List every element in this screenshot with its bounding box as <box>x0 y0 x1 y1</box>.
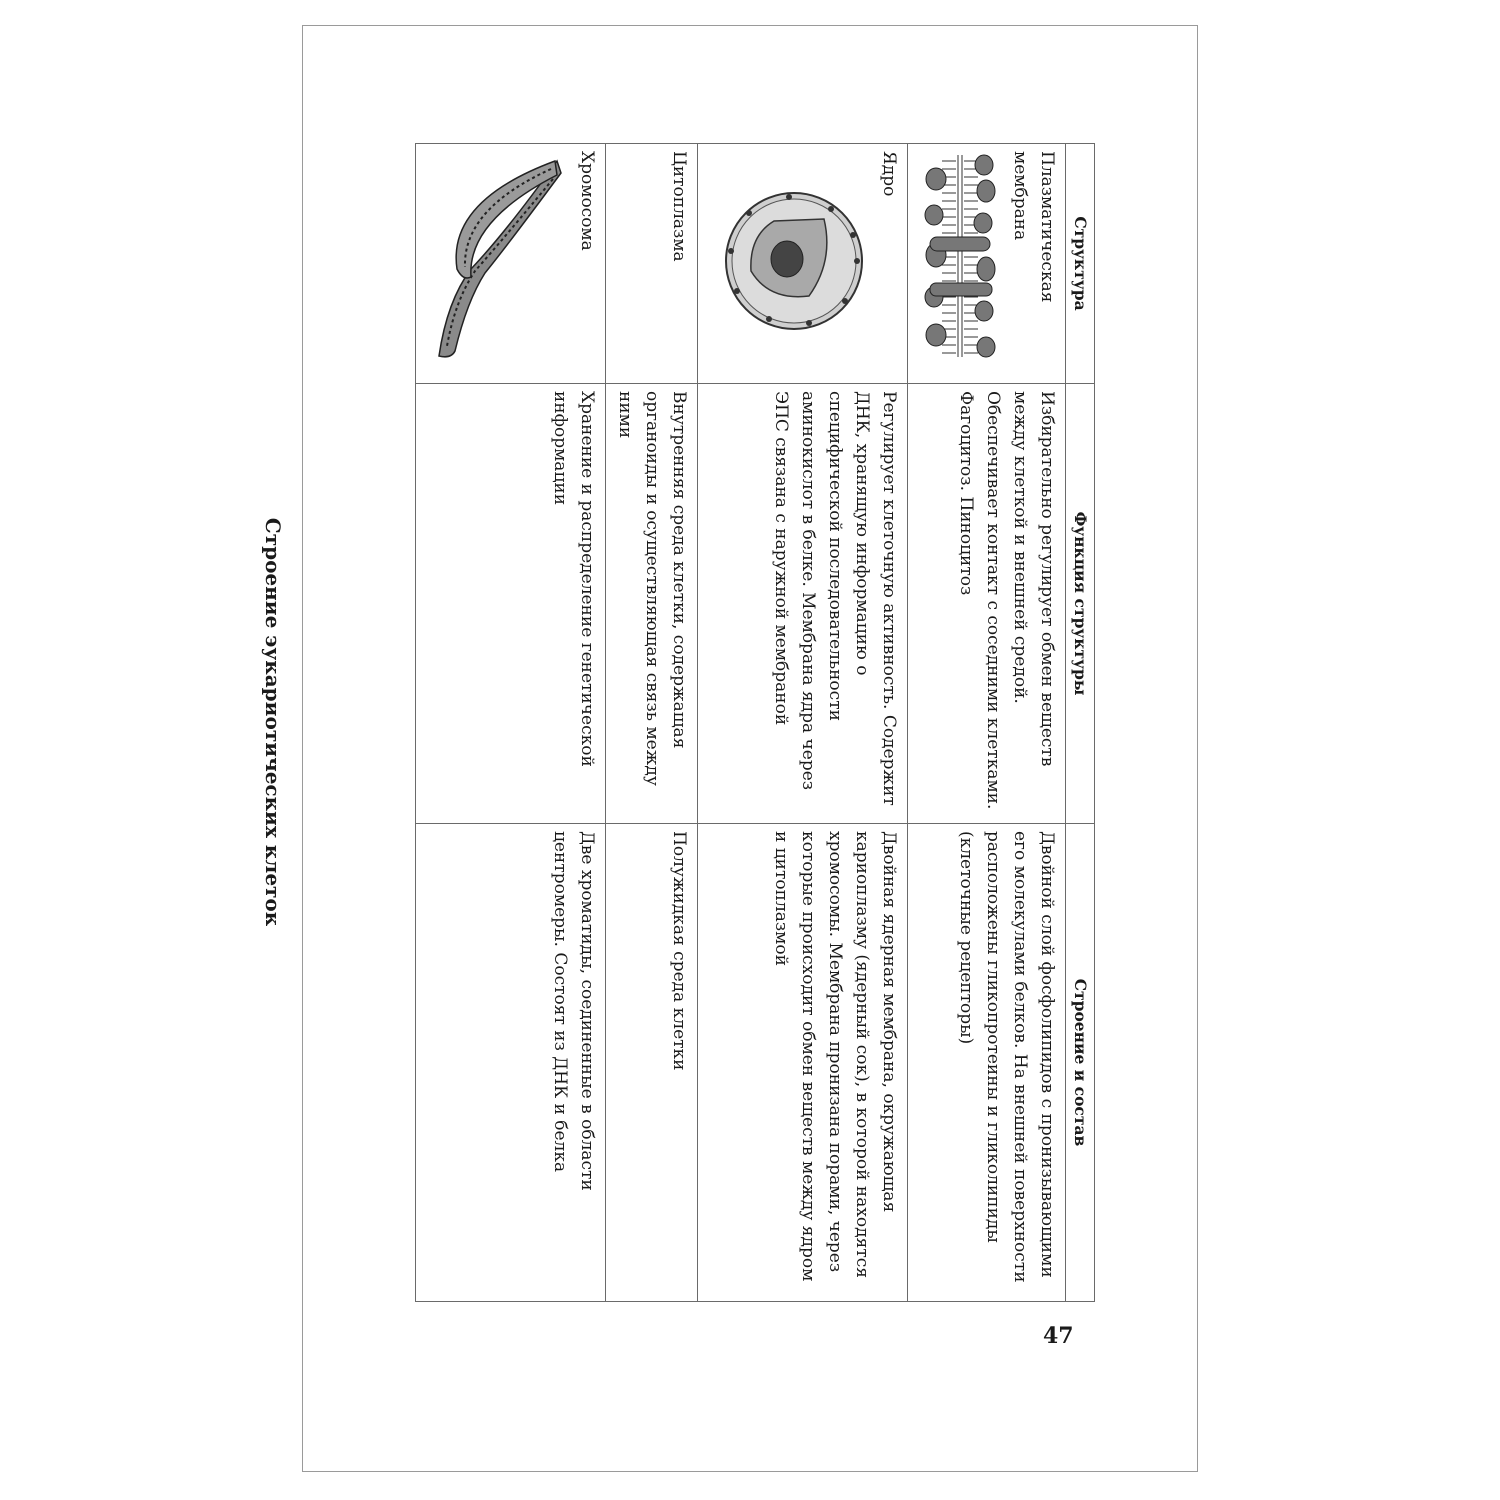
nucleus-illustration <box>719 151 869 361</box>
structure-name: Цитоплазма <box>669 151 689 262</box>
page-title: Строение эукариотических клеток <box>261 517 285 927</box>
page-number: 47 <box>1043 1323 1074 1349</box>
table-row <box>908 144 1066 1302</box>
table-row <box>606 144 698 1302</box>
header-structure: Структура <box>1066 144 1095 384</box>
membrane-illustration <box>920 151 1000 361</box>
cell-structure-table <box>415 143 1095 1302</box>
rotated-content <box>142 143 1095 1301</box>
cell-composition: Двойной слой фосфолипидов с пронизывающими его молекулами белков. На внешней поверхности расположены гликопротеины и гликолипиды (клеточные рецепторы) <box>908 824 1066 1302</box>
cell-composition: Полужидкая среда клетки <box>606 824 698 1302</box>
header-composition: Строение и состав <box>1066 824 1095 1302</box>
structure-name: Плазматическая мембрана <box>1010 151 1057 303</box>
cell-structure <box>416 144 606 384</box>
cell-function: Регулирует клеточную активность. Содержит ДНК, хранящую информацию о специфической последовательности аминокислот в белке. Мембрана ядра через ЭПС связана с наружной мембраной <box>698 384 908 824</box>
cell-composition: Двойная ядерная мембрана, окружающая кариоплазму (ядерный сок), в которой находятся хромосомы. Мембрана пронизана порами, через которые происходит обмен веществ между ядром и цитоплазмой <box>698 824 908 1302</box>
cell-structure <box>698 144 908 384</box>
structure-name: Ядро <box>879 151 899 197</box>
cell-function: Избирательно регулирует обмен веществ между клеткой и внешней средой. Обеспечивает контакт с соседними клетками. Фагоцитоз. Пиноцитоз <box>908 384 1066 824</box>
cell-structure <box>606 144 698 384</box>
cell-function: Внутренняя среда клетки, содержащая органоиды и осуществляющая связь между ними <box>606 384 698 824</box>
cell-composition: Две хроматиды, соединенные в области центромеры. Состоят из ДНК и белка <box>416 824 606 1302</box>
header-function: Функция структуры <box>1066 384 1095 824</box>
cell-function: Хранение и распределение генетической информации <box>416 384 606 824</box>
table-header-row <box>1066 144 1095 1302</box>
table-row <box>698 144 908 1302</box>
cell-structure <box>908 144 1066 384</box>
table-row <box>416 144 606 1302</box>
structure-name: Хромосома <box>577 151 597 251</box>
chromosome-illustration <box>427 151 567 366</box>
